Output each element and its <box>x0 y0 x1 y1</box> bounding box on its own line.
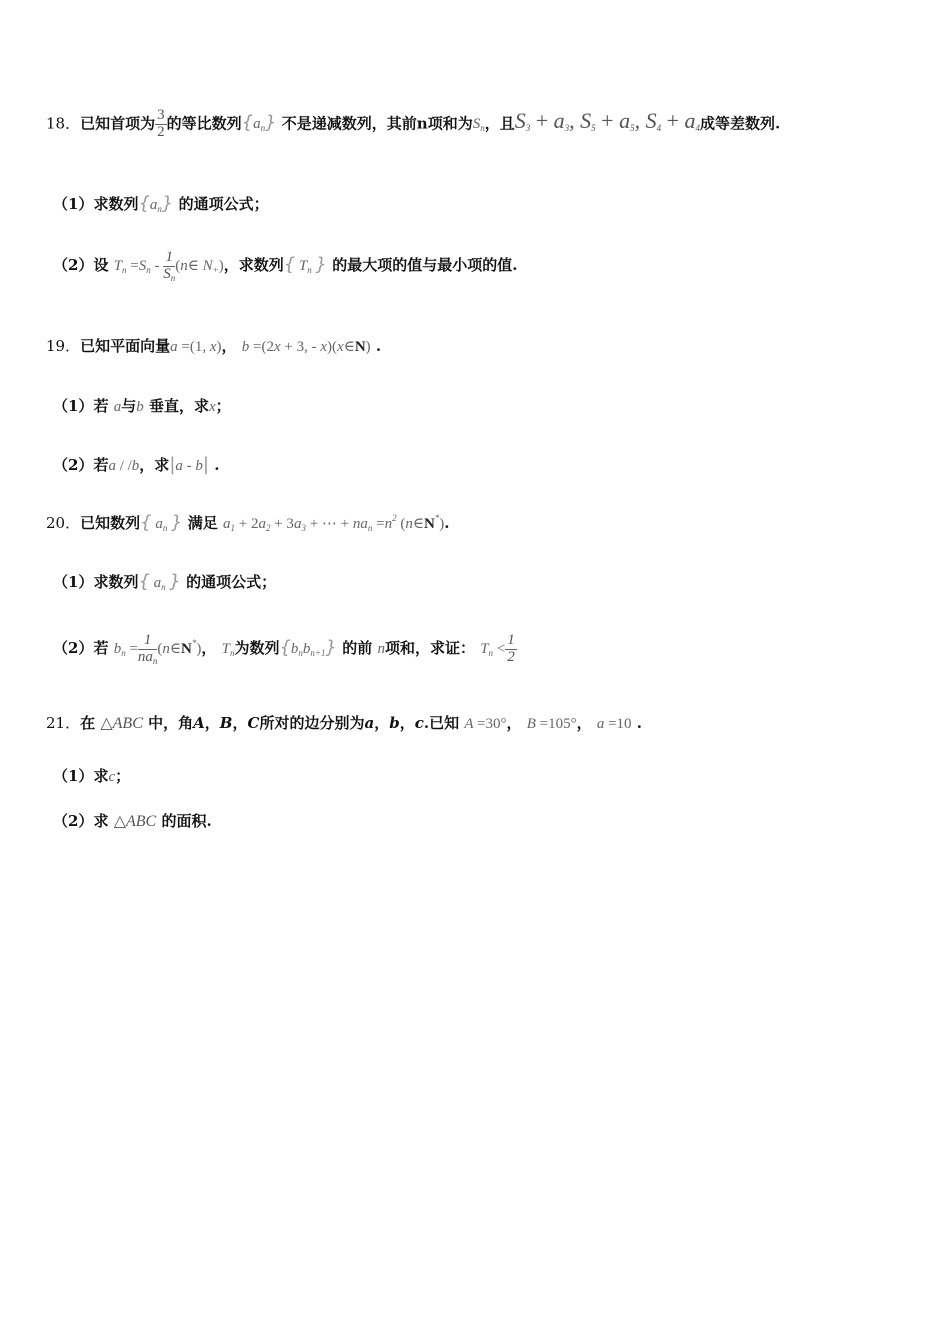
question-number: 21． <box>46 714 81 732</box>
math-vector-b: b =(2x + 3, - x)(x∈N) <box>241 339 371 355</box>
fraction-1-nan: $\frac{1}{na_n}$ <box>137 632 158 666</box>
math-seq-Tn: { $T_n$ } <box>283 254 327 276</box>
q18-part2: （2）设 $T_n =S_n$ - $\frac{1}{S_n}$ (n∈ $N_+$)，求数列{ $T_n$ } 的最大项的值与最小项的值. <box>53 249 518 283</box>
fraction-1-Sn: $\frac{1}{S_n}$ <box>163 249 176 283</box>
fraction-3-2: $\frac{3}{2}$ <box>157 107 165 140</box>
math-Tn: $T_n$ <box>221 641 235 659</box>
math-angle-A: A =30° <box>464 716 507 732</box>
math-seq-an: $\{a_n\}$ <box>241 112 277 134</box>
math-Sn: $S_n$ <box>472 116 485 134</box>
question-number: 20． <box>46 514 81 532</box>
math-c: c <box>108 769 116 785</box>
math-x: x <box>208 399 216 415</box>
math-bn-def: $b_n$ = $\frac{1}{na_n}$ (n∈N*) <box>113 632 202 666</box>
math-triangle-abc: △ABC <box>113 813 157 830</box>
math-b: b <box>136 399 144 415</box>
math-Tn-inequality: $T_n$ < $\frac{1}{2}$ <box>480 632 515 666</box>
q21-part1: （1）求c； <box>53 767 131 785</box>
q21-stem: 21．在 △ABC 中，角A，B，C所对的边分别为a，b，c.已知 A =30°， B =105°， a =10 . <box>46 714 643 732</box>
q19-part1: （1）若 a与b 垂直，求x； <box>53 397 231 415</box>
math-n: n <box>377 641 385 658</box>
fraction-1-2: $\frac{1}{2}$ <box>507 632 515 666</box>
math-sum-relation: $a_1 + 2a_2 + 3a_3$ + ⋯ + $na_n =n^2$ (n∈N*) <box>223 513 445 533</box>
math-seq-bn: $\{b_nb_{n+1}\}$ <box>279 637 337 659</box>
math-arith-terms: S3 + a3, S5 + a5, S4 + a4 <box>514 108 700 134</box>
q18-part1: （1）求数列$\{a_n\}$ 的通项公式； <box>53 193 269 214</box>
math-Tn-def: $T_n =S_n$ - $\frac{1}{S_n}$ (n∈ $N_+$) <box>113 249 224 283</box>
math-abs-a-minus-b: |a - b| <box>169 454 209 475</box>
q18-stem: 18．已知首项为 $\frac{3}{2}$ 的等比数列$\{a_n\}$ 不是递减数列，其前n项和为$S_n$，且S3 + a3, S5 + a5, S4 + a4成等差数列. <box>46 107 781 140</box>
question-number: 19． <box>46 337 81 355</box>
math-a-parallel-b: a / /b <box>108 458 140 474</box>
math-angle-B: B =105° <box>526 716 577 732</box>
math-seq-an: { $a_n$ } <box>140 512 183 533</box>
question-number: 18． <box>46 114 81 133</box>
math-seq-an: { $a_n$ } <box>138 571 181 592</box>
q19-stem: 19．已知平面向量a =(1, x)， b =(2x + 3, - x)(x∈N) . <box>46 337 382 355</box>
math-seq-an: $\{a_n\}$ <box>138 193 174 214</box>
math-vector-a: a =(1, x) <box>170 339 222 355</box>
q20-stem: 20．已知数列{ $a_n$ } 满足 $a_1 + 2a_2 + 3a_3$ + ⋯ + $na_n =n^2$ (n∈N*). <box>46 512 450 533</box>
q20-part1: （1）求数列{ $a_n$ } 的通项公式； <box>53 571 277 592</box>
math-a: a <box>113 399 122 415</box>
q20-part2: （2）若 $b_n$ = $\frac{1}{na_n}$ (n∈N*)， $T_n$为数列$\{b_nb_{n+1}\}$ 的前 n项和，求证： $T_n$ < $\frac{1}{2}$ <box>53 632 515 666</box>
q19-part2: （2）若a / /b，求|a - b| . <box>53 454 220 475</box>
q21-part2: （2）求 △ABC 的面积. <box>53 812 212 830</box>
math-side-a: a =10 <box>596 716 632 732</box>
math-triangle-abc: △ABC <box>100 715 143 732</box>
